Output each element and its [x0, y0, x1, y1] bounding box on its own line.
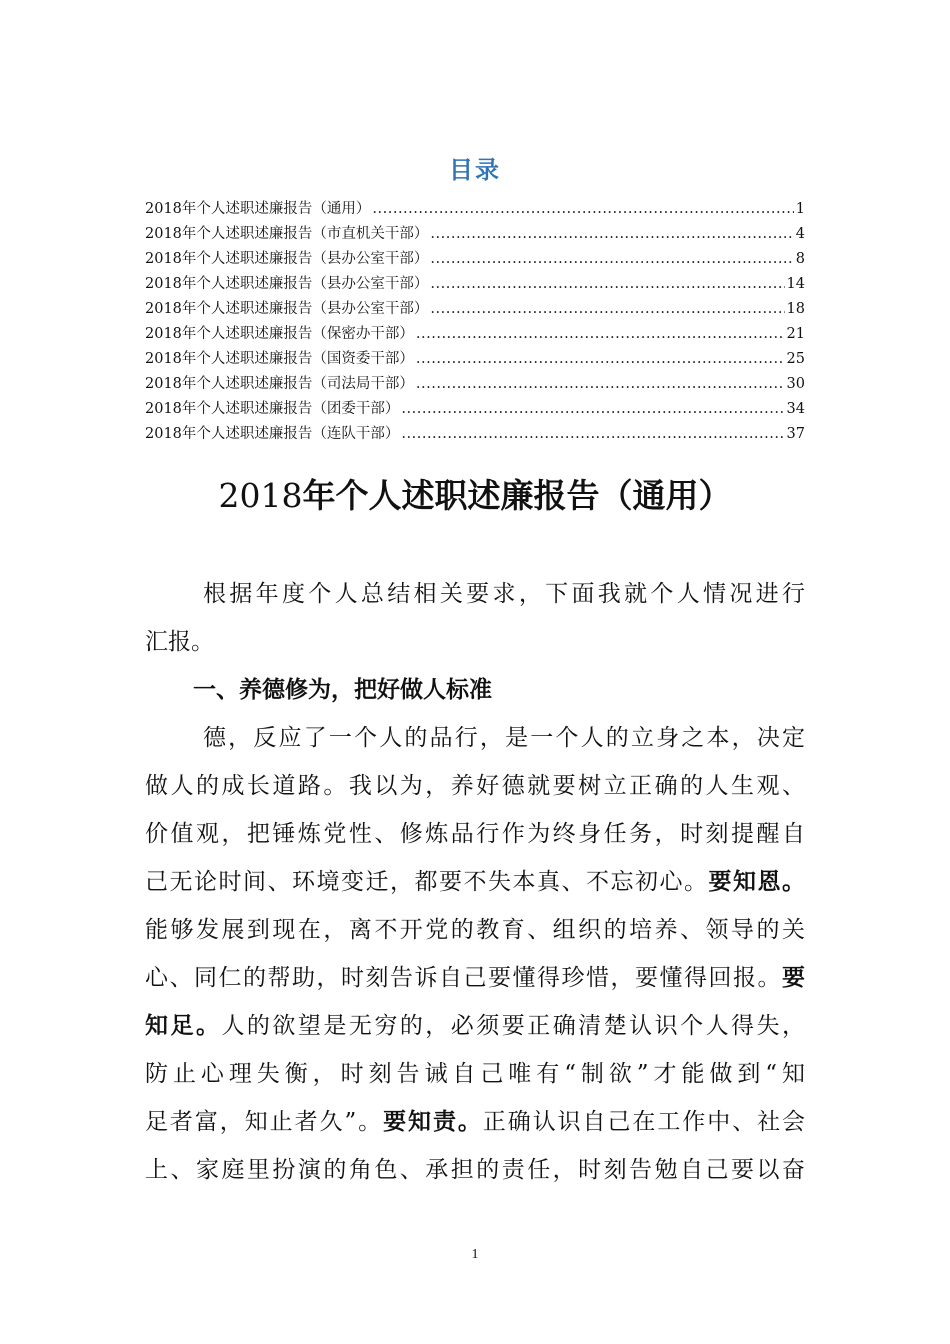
- toc-entry-page: 8: [795, 251, 805, 267]
- toc-entry[interactable]: [145, 222, 805, 247]
- toc-leader-dots: [416, 372, 785, 397]
- paragraph-line: [145, 858, 805, 906]
- toc-entry-label: 2018年个人述职述廉报告（通用）: [145, 201, 371, 217]
- emphasis-text: 要知责。: [383, 1108, 483, 1135]
- toc-leader-dots: [401, 422, 784, 447]
- emphasis-text: 要: [782, 964, 805, 991]
- paragraph-line: 上、家庭里扮演的角色、承担的责任，时刻告勉自己要以奋: [145, 1157, 805, 1183]
- toc-entry-label: 2018年个人述职述廉报告（团委干部）: [145, 401, 400, 417]
- toc-entry-label: 2018年个人述职述廉报告（保密办干部）: [145, 326, 414, 342]
- toc-entry-page: 30: [786, 376, 805, 392]
- toc-entry[interactable]: [145, 247, 805, 272]
- toc-leader-dots: [430, 272, 784, 297]
- toc-entry-label: 2018年个人述职述廉报告（县办公室干部）: [145, 301, 429, 317]
- toc-entry[interactable]: [145, 322, 805, 347]
- document-title-text: 年个人述职述廉报告（通用）: [302, 476, 732, 515]
- toc-entry[interactable]: [145, 372, 805, 397]
- paragraph-line: 能够发展到现在，离不开党的教育、组织的培养、领导的关: [145, 917, 805, 943]
- toc-entry-label: 2018年个人述职述廉报告（县办公室干部）: [145, 251, 429, 267]
- paragraph-text: 正确认识自己在工作中、社会: [482, 1109, 805, 1135]
- document-title: [0, 470, 950, 517]
- intro-line: 根据年度个人总结相关要求，下面我就个人情况进行: [203, 581, 805, 607]
- table-of-contents: [145, 197, 805, 447]
- toc-entry-page: 4: [795, 226, 805, 242]
- emphasis-text: 要知恩。: [708, 868, 805, 895]
- document-body: [145, 570, 805, 1194]
- emphasis-text: 知足。: [145, 1012, 222, 1039]
- page-number: 1: [471, 1247, 479, 1262]
- paragraph-line: 做人的成长道路。我以为，养好德就要树立正确的人生观、: [145, 773, 805, 799]
- toc-entry-label: 2018年个人述职述廉报告（连队干部）: [145, 426, 400, 442]
- toc-leader-dots: [430, 297, 784, 322]
- toc-leader-dots: [430, 222, 793, 247]
- paragraph-line: [145, 1098, 805, 1146]
- intro-line: 汇报。: [145, 629, 214, 655]
- section-heading: 一、养德修为，把好做人标准: [193, 677, 492, 703]
- toc-entry-page: 34: [786, 401, 805, 417]
- paragraph-line: 德，反应了一个人的品行，是一个人的立身之本，决定: [203, 725, 805, 751]
- toc-entry-page: 21: [786, 326, 805, 342]
- toc-entry[interactable]: [145, 272, 805, 297]
- toc-entry-label: 2018年个人述职述廉报告（司法局干部）: [145, 376, 414, 392]
- paragraph-line: [145, 954, 805, 1002]
- toc-leader-dots: [372, 197, 793, 222]
- toc-leader-dots: [416, 322, 785, 347]
- paragraph-text: 心、同仁的帮助，时刻告诉自己要懂得珍惜，要懂得回报。: [145, 965, 782, 991]
- toc-title: 目录: [449, 156, 501, 184]
- paragraph-text: 人的欲望是无穷的，必须要正确清楚认识个人得失，: [221, 1013, 805, 1039]
- toc-entry-label: 2018年个人述职述廉报告（县办公室干部）: [145, 276, 429, 292]
- toc-entry-page: 14: [786, 276, 805, 292]
- toc-entry[interactable]: [145, 297, 805, 322]
- toc-entry-label: 2018年个人述职述廉报告（国资委干部）: [145, 351, 414, 367]
- paragraph-line: [145, 1002, 805, 1050]
- toc-leader-dots: [416, 347, 785, 372]
- toc-entry-label: 2018年个人述职述廉报告（市直机关干部）: [145, 226, 429, 242]
- toc-entry[interactable]: [145, 397, 805, 422]
- toc-entry-page: 25: [786, 351, 805, 367]
- paragraph-text: 足者富，知止者久”。: [145, 1109, 384, 1135]
- toc-leader-dots: [401, 397, 784, 422]
- document-title-year: 2018: [218, 476, 303, 515]
- paragraph-line: 价值观，把锤炼党性、修炼品行作为终身任务，时刻提醒自: [145, 821, 805, 847]
- toc-entry[interactable]: [145, 197, 805, 222]
- toc-entry[interactable]: [145, 347, 805, 372]
- paragraph-line: 防止心理失衡，时刻告诫自己唯有“制欲”才能做到“知: [145, 1061, 805, 1087]
- paragraph-text: 己无论时间、环境变迁，都要不失本真、不忘初心。: [145, 869, 709, 895]
- toc-entry-page: 1: [795, 201, 805, 217]
- toc-entry[interactable]: [145, 422, 805, 447]
- toc-entry-page: 18: [786, 301, 805, 317]
- toc-leader-dots: [430, 247, 793, 272]
- toc-entry-page: 37: [786, 426, 805, 442]
